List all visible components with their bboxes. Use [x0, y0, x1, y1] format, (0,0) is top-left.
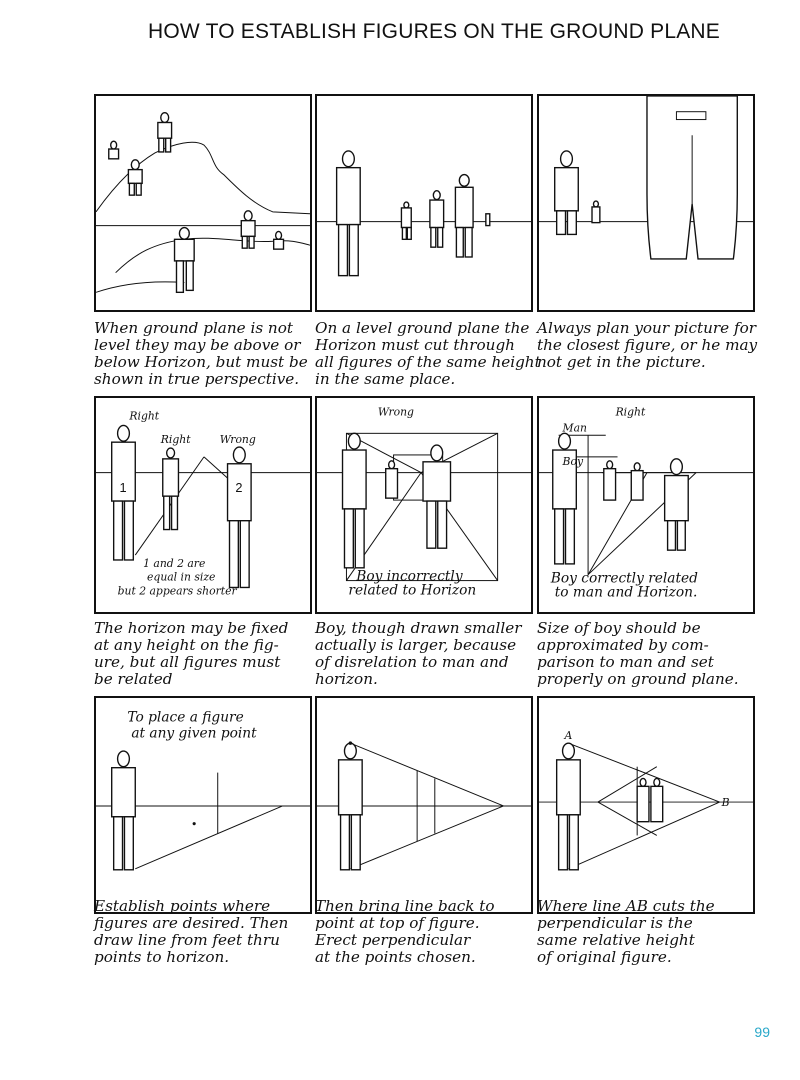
note-7b: at any given point: [131, 725, 257, 742]
note-1: 1 and 2 are: [143, 556, 206, 570]
panel-boy-incorrect: [315, 396, 533, 614]
panel-establish-points: [94, 696, 312, 914]
caption-7: Establish points where figures are desired. Then draw line from feet thru points to horizon.: [94, 897, 289, 966]
label-b: B: [721, 795, 730, 809]
caption-3: Always plan your picture for the closest figure, or he may not get in the picture.: [537, 319, 758, 371]
panel-horizon-height: [94, 396, 312, 614]
page-number: 99: [754, 1024, 770, 1040]
label-right-6: Right: [615, 405, 646, 419]
note-7a: To place a figure: [127, 709, 244, 726]
label-right-b: Right: [160, 433, 191, 447]
note-6b: to man and Horizon.: [554, 584, 698, 601]
panel-line-ab: [537, 696, 755, 914]
label-num-1: 1: [119, 480, 127, 496]
note-5a: Boy incorrectly: [356, 568, 463, 585]
panel-uneven-ground: [94, 94, 312, 312]
label-num-2: 2: [235, 480, 243, 496]
caption-8: Then bring line back to point at top of figure. Erect perpendicular at the points chosen.: [315, 897, 495, 966]
note-3: but 2 appears shorter: [117, 584, 237, 598]
label-a: A: [564, 729, 573, 743]
label-wrong-5: Wrong: [377, 405, 414, 419]
label-right-a: Right: [129, 409, 160, 423]
panel-boy-correct: [537, 396, 755, 614]
caption-6: Size of boy should be approximated by com- parison to man and set properly on ground plane.: [537, 619, 739, 688]
note-6a: Boy correctly related: [550, 570, 698, 587]
panel-level-ground: [315, 94, 533, 312]
note-5b: related to Horizon: [348, 582, 477, 599]
caption-4: The horizon may be fixed at any height on the fig- ure, but all figures must be related: [94, 619, 289, 688]
label-man: Man: [562, 421, 587, 435]
caption-9: Where line AB cuts the perpendicular is the same relative height of original figure.: [537, 897, 715, 966]
label-boy: Boy: [562, 454, 584, 468]
panel-closest-figure: [537, 94, 755, 312]
page-title: HOW TO ESTABLISH FIGURES ON THE GROUND PLANE: [148, 20, 721, 43]
note-2: equal in size: [147, 570, 216, 584]
caption-2: On a level ground plane the Horizon must cut through all figures of the same height in the same place.: [315, 319, 541, 388]
caption-1: When ground plane is not level they may be above or below Horizon, but must be shown in true perspective.: [94, 319, 308, 388]
panel-bring-line-back: [315, 696, 533, 914]
caption-5: Boy, though drawn smaller actually is larger, because of disrelation to man and horizon.: [315, 619, 522, 688]
label-wrong: Wrong: [219, 433, 256, 447]
